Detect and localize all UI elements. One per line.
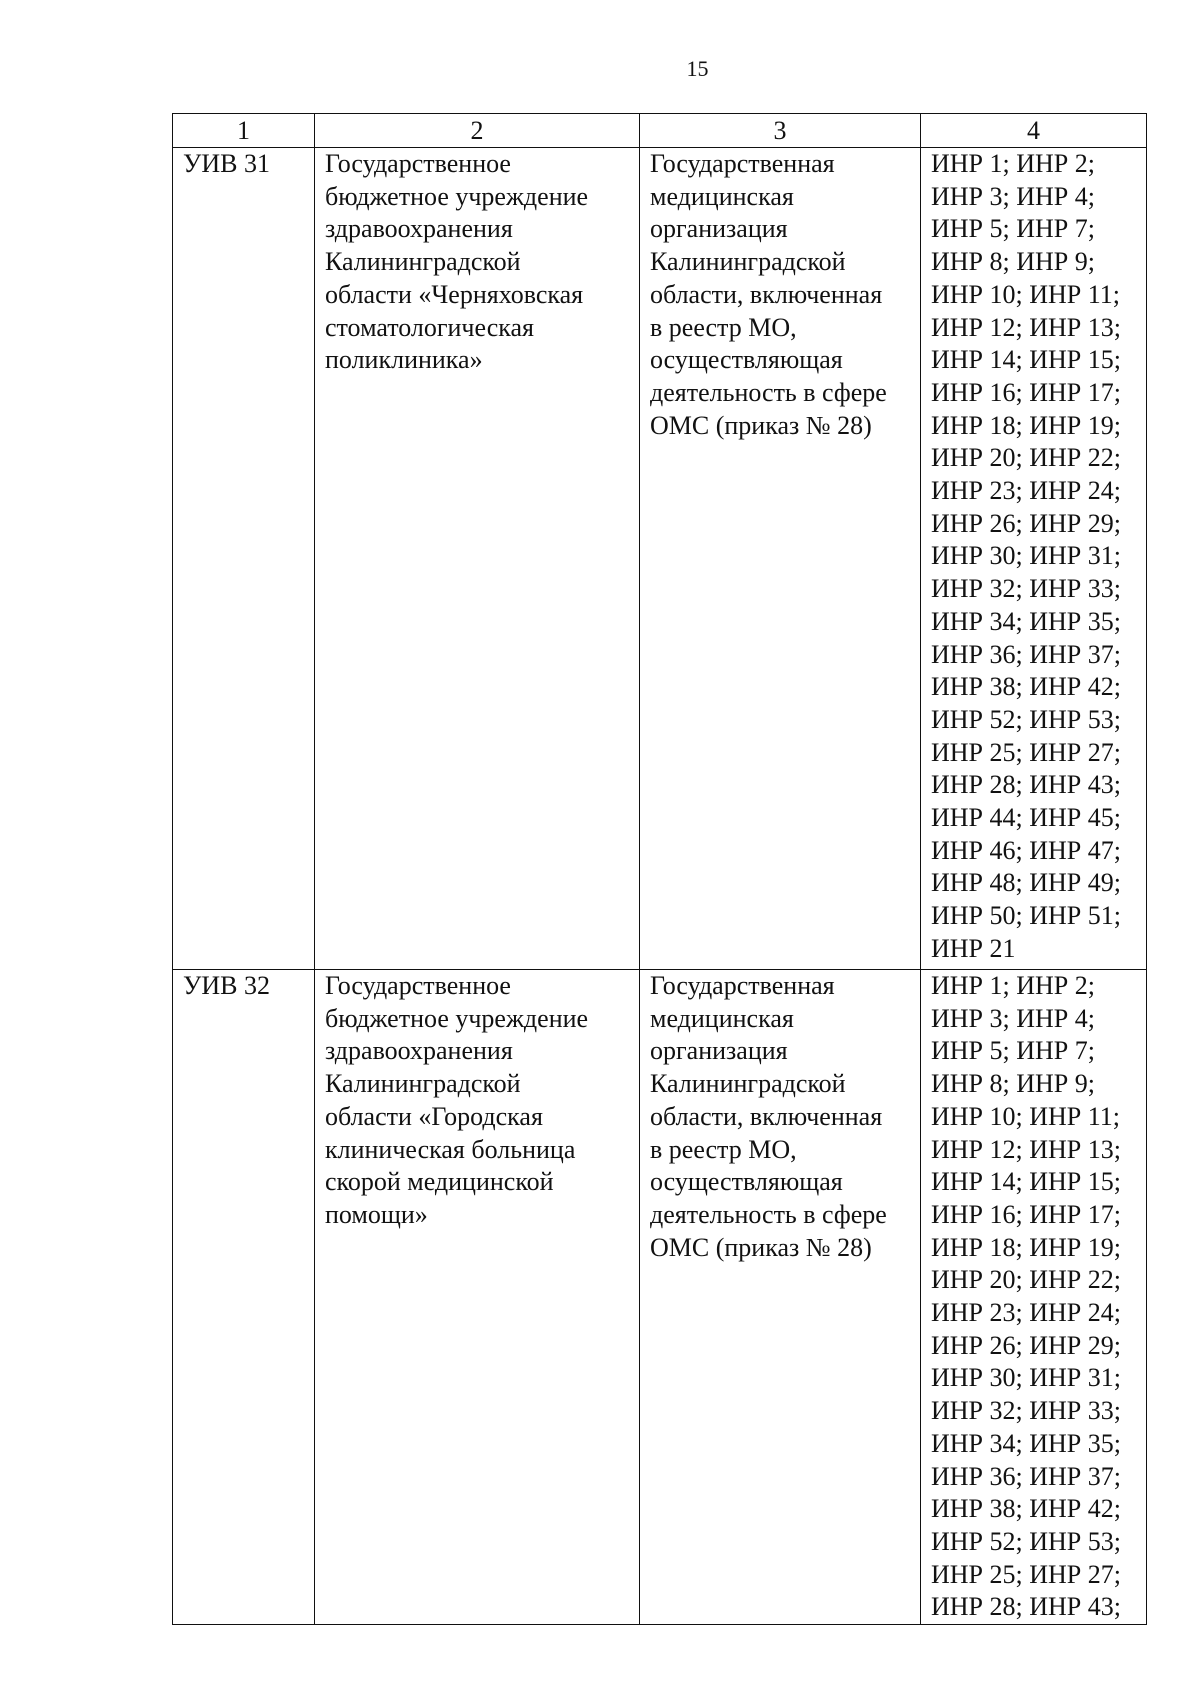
cell-line: ИНР 52; ИНР 53; bbox=[931, 704, 1121, 734]
cell-line: ИНР 14; ИНР 15; bbox=[931, 345, 1121, 375]
cell-line: бюджетное учреждение bbox=[325, 1003, 589, 1033]
cell-line: ОМС (приказ № 28) bbox=[650, 410, 872, 440]
cell-line: ИНР 5; ИНР 7; bbox=[931, 1036, 1095, 1066]
registry-table bbox=[172, 113, 1147, 1625]
cell-line: ИНР 25; ИНР 27; bbox=[931, 1559, 1121, 1589]
cell-line: ИНР 32; ИНР 33; bbox=[931, 1396, 1121, 1426]
cell-line: деятельность в сфере bbox=[650, 377, 887, 407]
cell-line: области «Городская bbox=[325, 1101, 543, 1131]
cell-line: ИНР 30; ИНР 31; bbox=[931, 1363, 1121, 1393]
row-id: УИВ 31 bbox=[183, 149, 271, 178]
column-number-2: 2 bbox=[315, 114, 640, 148]
cell-line: медицинская bbox=[650, 1003, 794, 1033]
cell-line: Государственная bbox=[650, 971, 835, 1000]
cell-line: поликлиника» bbox=[325, 345, 483, 375]
organization-cell bbox=[315, 148, 640, 970]
cell-line: в реестр МО, bbox=[650, 312, 797, 342]
cell-line: Калининградской bbox=[650, 1069, 846, 1099]
cell-line: осуществляющая bbox=[650, 1167, 843, 1197]
row-id: УИВ 32 bbox=[183, 971, 271, 1000]
cell-line: ИНР 14; ИНР 15; bbox=[931, 1167, 1121, 1197]
cell-line: организация bbox=[650, 214, 788, 244]
cell-line: ИНР 10; ИНР 11; bbox=[931, 279, 1121, 309]
cell-line: ИНР 8; ИНР 9; bbox=[931, 247, 1095, 277]
cell-line: Калининградской bbox=[325, 247, 521, 277]
cell-line: в реестр МО, bbox=[650, 1134, 797, 1164]
cell-line: ОМС (приказ № 28) bbox=[650, 1232, 872, 1262]
cell-line: ИНР 26; ИНР 29; bbox=[931, 508, 1121, 538]
organization-cell bbox=[315, 970, 640, 1625]
cell-line: ИНР 20; ИНР 22; bbox=[931, 1265, 1121, 1295]
cell-line: области, включенная bbox=[650, 1101, 883, 1131]
table-row bbox=[173, 148, 1147, 970]
cell-line: ИНР 18; ИНР 19; bbox=[931, 1232, 1121, 1262]
table-header-row bbox=[173, 114, 1147, 148]
cell-line: Калининградской bbox=[325, 1069, 521, 1099]
table-row bbox=[173, 970, 1147, 1625]
cell-line: ИНР 20; ИНР 22; bbox=[931, 443, 1121, 473]
page-number: 15 bbox=[686, 56, 709, 81]
cell-line: ИНР 36; ИНР 37; bbox=[931, 639, 1121, 669]
cell-line: ИНР 16; ИНР 17; bbox=[931, 377, 1121, 407]
cell-line: ИНР 12; ИНР 13; bbox=[931, 312, 1121, 342]
codes-cell bbox=[921, 148, 1147, 970]
cell-line: Государственное bbox=[325, 149, 511, 178]
cell-line: ИНР 52; ИНР 53; bbox=[931, 1526, 1121, 1556]
cell-line: ИНР 30; ИНР 31; bbox=[931, 541, 1121, 571]
cell-line: ИНР 36; ИНР 37; bbox=[931, 1461, 1121, 1491]
cell-line: ИНР 1; ИНР 2; bbox=[931, 149, 1095, 178]
cell-line: медицинская bbox=[650, 181, 794, 211]
cell-line: ИНР 25; ИНР 27; bbox=[931, 737, 1121, 767]
cell-line: ИНР 3; ИНР 4; bbox=[931, 181, 1095, 211]
cell-line: Государственная bbox=[650, 149, 835, 178]
cell-line: ИНР 21 bbox=[931, 933, 1016, 963]
cell-line: помощи» bbox=[325, 1199, 428, 1229]
cell-line: ИНР 28; ИНР 43; bbox=[931, 1592, 1121, 1622]
cell-line: ИНР 18; ИНР 19; bbox=[931, 410, 1121, 440]
cell-line: ИНР 44; ИНР 45; bbox=[931, 803, 1121, 833]
cell-line: ИНР 50; ИНР 51; bbox=[931, 901, 1121, 931]
category-cell bbox=[640, 970, 921, 1625]
cell-line: ИНР 10; ИНР 11; bbox=[931, 1101, 1121, 1131]
cell-line: ИНР 23; ИНР 24; bbox=[931, 476, 1121, 506]
cell-line: ИНР 5; ИНР 7; bbox=[931, 214, 1095, 244]
cell-line: ИНР 34; ИНР 35; bbox=[931, 1428, 1121, 1458]
cell-line: здравоохранения bbox=[325, 214, 513, 244]
row-id-cell bbox=[173, 148, 315, 970]
cell-line: ИНР 3; ИНР 4; bbox=[931, 1003, 1095, 1033]
cell-line: ИНР 26; ИНР 29; bbox=[931, 1330, 1121, 1360]
cell-line: ИНР 16; ИНР 17; bbox=[931, 1199, 1121, 1229]
cell-line: Государственное bbox=[325, 971, 511, 1000]
cell-line: ИНР 28; ИНР 43; bbox=[931, 770, 1121, 800]
cell-line: ИНР 1; ИНР 2; bbox=[931, 971, 1095, 1000]
cell-line: клиническая больница bbox=[325, 1134, 576, 1164]
column-number-1: 1 bbox=[173, 114, 315, 148]
column-number-3: 3 bbox=[640, 114, 921, 148]
cell-line: области, включенная bbox=[650, 279, 883, 309]
cell-line: ИНР 32; ИНР 33; bbox=[931, 574, 1121, 604]
cell-line: бюджетное учреждение bbox=[325, 181, 589, 211]
cell-line: ИНР 8; ИНР 9; bbox=[931, 1069, 1095, 1099]
row-id-cell bbox=[173, 970, 315, 1625]
cell-line: стоматологическая bbox=[325, 312, 534, 342]
cell-line: Калининградской bbox=[650, 247, 846, 277]
column-number-4: 4 bbox=[921, 114, 1147, 148]
cell-line: здравоохранения bbox=[325, 1036, 513, 1066]
cell-line: скорой медицинской bbox=[325, 1167, 554, 1197]
cell-line: ИНР 12; ИНР 13; bbox=[931, 1134, 1121, 1164]
cell-line: ИНР 38; ИНР 42; bbox=[931, 672, 1121, 702]
category-cell bbox=[640, 148, 921, 970]
cell-line: деятельность в сфере bbox=[650, 1199, 887, 1229]
cell-line: ИНР 23; ИНР 24; bbox=[931, 1298, 1121, 1328]
cell-line: осуществляющая bbox=[650, 345, 843, 375]
cell-line: области «Черняховская bbox=[325, 279, 584, 309]
cell-line: ИНР 38; ИНР 42; bbox=[931, 1494, 1121, 1524]
codes-cell bbox=[921, 970, 1147, 1625]
cell-line: организация bbox=[650, 1036, 788, 1066]
cell-line: ИНР 34; ИНР 35; bbox=[931, 606, 1121, 636]
cell-line: ИНР 46; ИНР 47; bbox=[931, 835, 1121, 865]
cell-line: ИНР 48; ИНР 49; bbox=[931, 868, 1121, 898]
